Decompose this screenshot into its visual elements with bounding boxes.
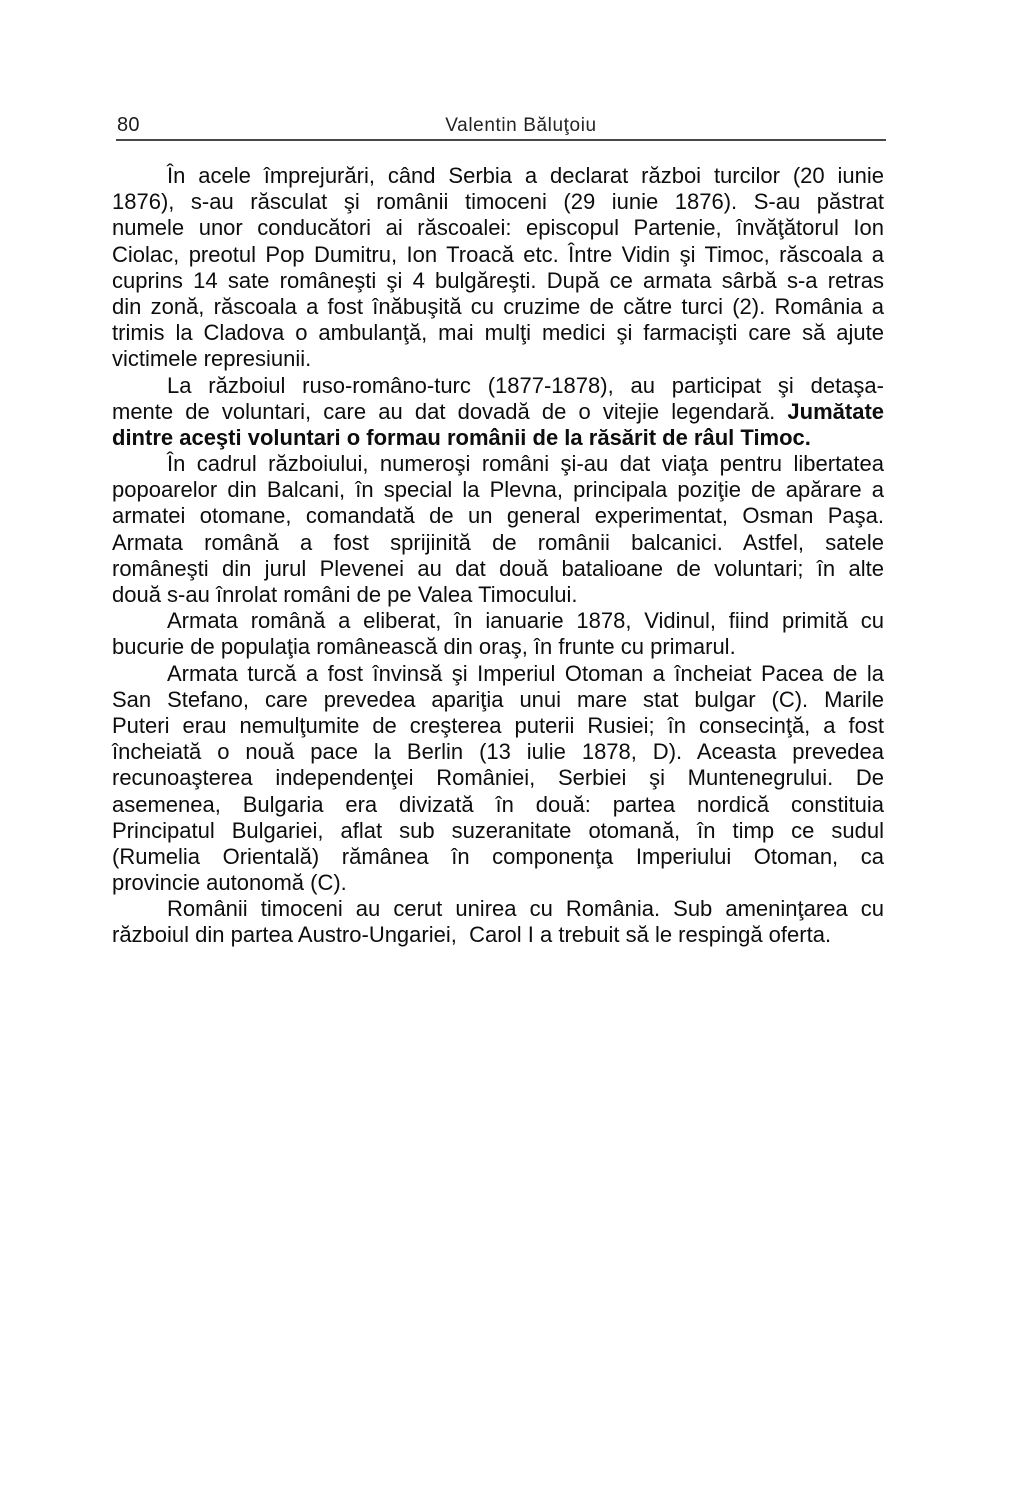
text-line: În acele împrejurări, când Serbia a declarat război turcilor (20 iunie	[167, 163, 884, 188]
page-number: 80	[117, 114, 140, 136]
text-line: româneşti din jurul Plevenei au dat două batalioane de voluntari; în alte	[112, 555, 884, 581]
text-line: popoarelor din Balcani, în special la Plevna, principala poziţie de apărare a	[112, 477, 884, 503]
text-line: Puteri erau nemulţumite de creşterea puterii Rusiei; în consecinţă, a fost	[112, 712, 884, 738]
text-line: cuprins 14 sate româneşti şi 4 bulgăreşti. După ce armata sârbă s-a retras	[112, 267, 884, 293]
text-line: Armata turcă a fost învinsă şi Imperiul Otoman a încheiat Pacea de la	[167, 660, 884, 686]
page-header	[116, 112, 886, 141]
text-line: trimis la Cladova o ambulanţă, mai mulţi medici şi farmacişti care să ajute	[112, 320, 884, 346]
text-line: recunoaşterea independenţei României, Serbiei şi Muntenegrului. De	[112, 765, 884, 791]
text-line: (Rumelia Orientală) rămânea în componenţa Imperiului Otoman, ca	[112, 843, 884, 869]
text-column	[112, 163, 884, 949]
text-line: Principatul Bulgariei, aflat sub suzeranitate otomană, în timp ce sudul	[112, 817, 884, 843]
text-line: Ciolac, preotul Pop Dumitru, Ion Troacă etc. Între Vidin şi Timoc, răscoala a	[112, 241, 884, 267]
bold-text: Jumătate	[787, 398, 884, 424]
text-line: 1876), s-au răsculat şi românii timoceni (29 iunie 1876). S-au păstrat	[112, 189, 884, 215]
text-line: războiul din partea Austro-Ungariei, Carol I a trebuit să le respingă oferta.	[112, 922, 832, 948]
text-line: provincie autonomă (C).	[112, 870, 347, 896]
text-line: Armata română a fost sprijinită de românii balcanici. Astfel, satele	[112, 529, 884, 555]
text-line: În cadrul războiului, numeroşi români şi-au dat viaţa pentru libertatea	[167, 451, 884, 477]
text-line: victimele represiunii.	[112, 346, 312, 372]
bold-text: dintre aceşti voluntari o formau românii de la răsărit de râul Timoc.	[112, 424, 811, 450]
text-line: armatei otomane, comandată de un general experimentat, Osman Paşa.	[112, 503, 884, 529]
text-line	[112, 425, 884, 451]
text-line: mente de voluntari, care au dat dovadă de o vitejie legendară. Jumătate	[112, 398, 884, 424]
text-line: numele unor conducători ai răscoalei: episcopul Partenie, învăţătorul Ion	[112, 215, 884, 241]
header-title: Valentin Băluţoiu	[445, 115, 597, 136]
text-line: La războiul ruso-româno-turc (1877-1878), au participat şi detaşa-	[167, 372, 884, 398]
text-line: bucurie de populaţia românească din oraş, în frunte cu primarul.	[112, 634, 736, 660]
text-line: două s-au înrolat români de pe Valea Timocului.	[112, 582, 578, 607]
text-line: din zonă, răscoala a fost înăbuşită cu cruzime de către turci (2). România a	[112, 293, 884, 319]
text-line: asemenea, Bulgaria era divizată în două: partea nordică constituia	[112, 791, 884, 817]
text-line: Armata română a eliberat, în ianuarie 1878, Vidinul, fiind primită cu	[167, 608, 884, 634]
text-line: Românii timoceni au cerut unirea cu România. Sub ameninţarea cu	[167, 896, 884, 922]
text-line: încheiată o nouă pace la Berlin (13 iulie 1878, D). Aceasta prevedea	[112, 739, 884, 765]
text-line: San Stefano, care prevedea apariţia unui mare stat bulgar (C). Marile	[112, 686, 884, 712]
